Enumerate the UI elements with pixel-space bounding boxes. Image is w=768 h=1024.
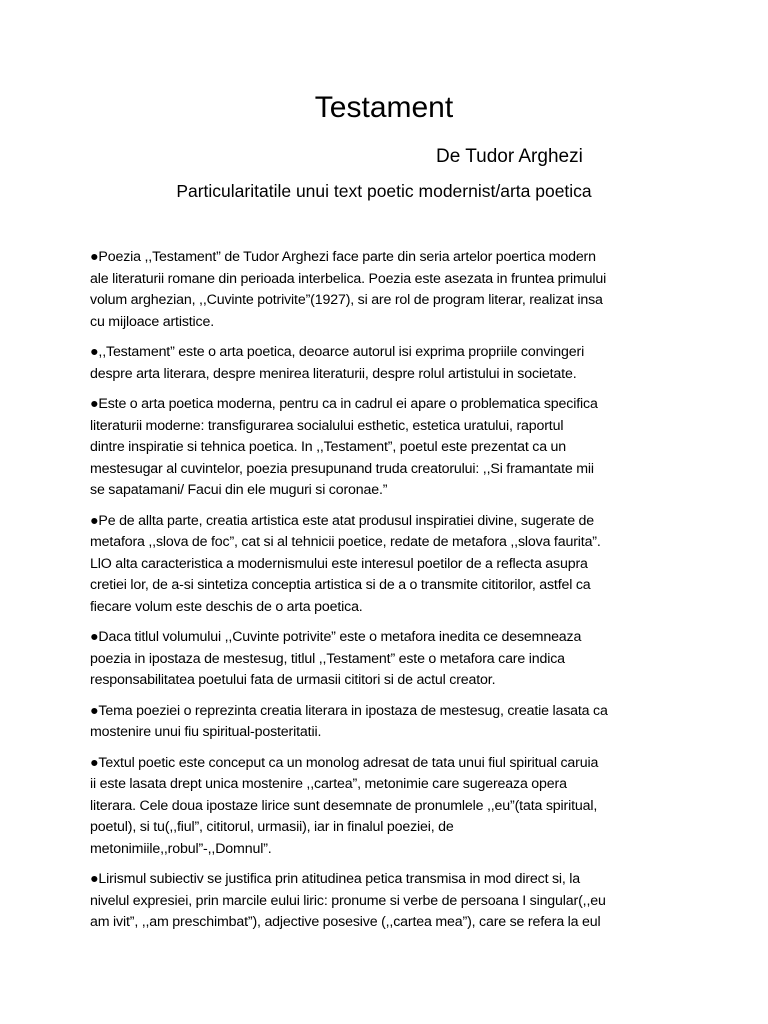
text-line: literara. Cele doua ipostaze lirice sunt desemnate de pronumlele ,,eu”(tata spiritual,: [90, 797, 598, 814]
text-line: fiecare volum este deschis de o arta poetica.: [90, 598, 363, 615]
text-line: ●Textul poetic este conceput ca un monolog adresat de tata unui fiul spiritual caruia: [90, 754, 599, 771]
text-line: mestesugar al cuvintelor, poezia presupunand truda creatorului: ,,Si framantate mii: [90, 460, 594, 477]
text-line: volum arghezian, ,,Cuvinte potrivite”(1927), si are rol de program literar, realizat insa: [90, 292, 603, 308]
text-line: poezia in ipostaza de mestesug, titlul ,,Testament” este o metafora care indica: [90, 650, 565, 667]
text-line: ●Tema poeziei o reprezinta creatia literara in ipostaza de mestesug, creatie lasata ca: [90, 702, 608, 719]
text-line: nivelul expresiei, prin marcile eului liric: pronume si verbe de persoana I singular(,,eu: [90, 892, 606, 909]
document-author: De Tudor Arghezi: [436, 146, 583, 167]
text-line: LlO alta caracteristica a modernismului este interesul poetilor de a reflecta asupra: [90, 555, 588, 572]
text-line: am ivit”, ,,am preschimbat”), adjective posesive (,,cartea mea”), care se refera la eul: [90, 914, 601, 930]
text-line: metafora ,,slova de foc”, cat si al tehnicii poetice, redate de metafora ,,slova faurita”.: [90, 534, 601, 550]
text-line: poetul), si tu(,,fiul”, cititorul, urmasii), iar in finalul poeziei, de: [90, 819, 454, 835]
text-line: ●Daca titlul volumului ,,Cuvinte potrivite” este o metafora inedita ce desemneaza: [90, 629, 582, 645]
text-line: se sapatamani/ Facui din ele muguri si coronae.”: [90, 482, 388, 498]
text-line: cu mijloace artistice.: [90, 313, 215, 330]
paragraph: [90, 701, 690, 744]
text-line: ●Lirismul subiectiv se justifica prin atitudinea petica transmisa in mod direct si, la: [90, 871, 581, 887]
paragraph: [90, 869, 690, 934]
text-line: ale literaturii romane din perioada interbelica. Poezia este asezata in fruntea primului: [90, 270, 607, 287]
paragraph: [90, 753, 690, 861]
text-line: dintre inspiratie si tehnica poetica. In ,,Testament”, poetul este prezentat ca un: [90, 439, 567, 455]
document-title: Testament: [314, 91, 454, 124]
text-line: cretiei lor, de a-si sintetiza conceptia artistica si de a o transmite cititorilor, astfel ca: [90, 577, 591, 593]
paragraph: [90, 247, 690, 333]
text-line: ●Este o arta poetica moderna, pentru ca in cadrul ei apare o problematica specifica: [90, 396, 598, 412]
text-line: ●Pe de allta parte, creatia artistica este atat produsul inspiratiei divine, sugerate de: [90, 512, 595, 529]
text-line: mostenire unui fiu spiritual-posteritatii.: [90, 724, 322, 740]
paragraph: [90, 394, 690, 502]
paragraph: [90, 511, 690, 619]
document-subtitle: Particularitatile unui text poetic modernist/arta poetica: [176, 181, 592, 201]
text-line: despre arta literara, despre menirea literaturii, despre rolul artistului in societate.: [90, 365, 577, 382]
text-line: responsabilitatea poetului fata de urmasii cititori si de actul creator.: [90, 672, 496, 688]
text-line: literaturii moderne: transfigurarea socialului esthetic, estetica uratului, raportul: [90, 417, 564, 434]
text-line: ii este lasata drept unica mostenire ,,cartea”, metonimie care sugereaza opera: [90, 776, 567, 792]
paragraph: [90, 342, 690, 385]
document-body: [90, 247, 690, 943]
text-line: metonimiile,,robul”-,,Domnul”.: [90, 840, 272, 857]
text-line: ●,,Testament” este o arta poetica, deoarce autorul isi exprima propriile convingeri: [90, 344, 585, 360]
text-line: ●Poezia ,,Testament” de Tudor Arghezi face parte din seria artelor poertica modern: [90, 249, 596, 265]
paragraph: [90, 627, 690, 692]
